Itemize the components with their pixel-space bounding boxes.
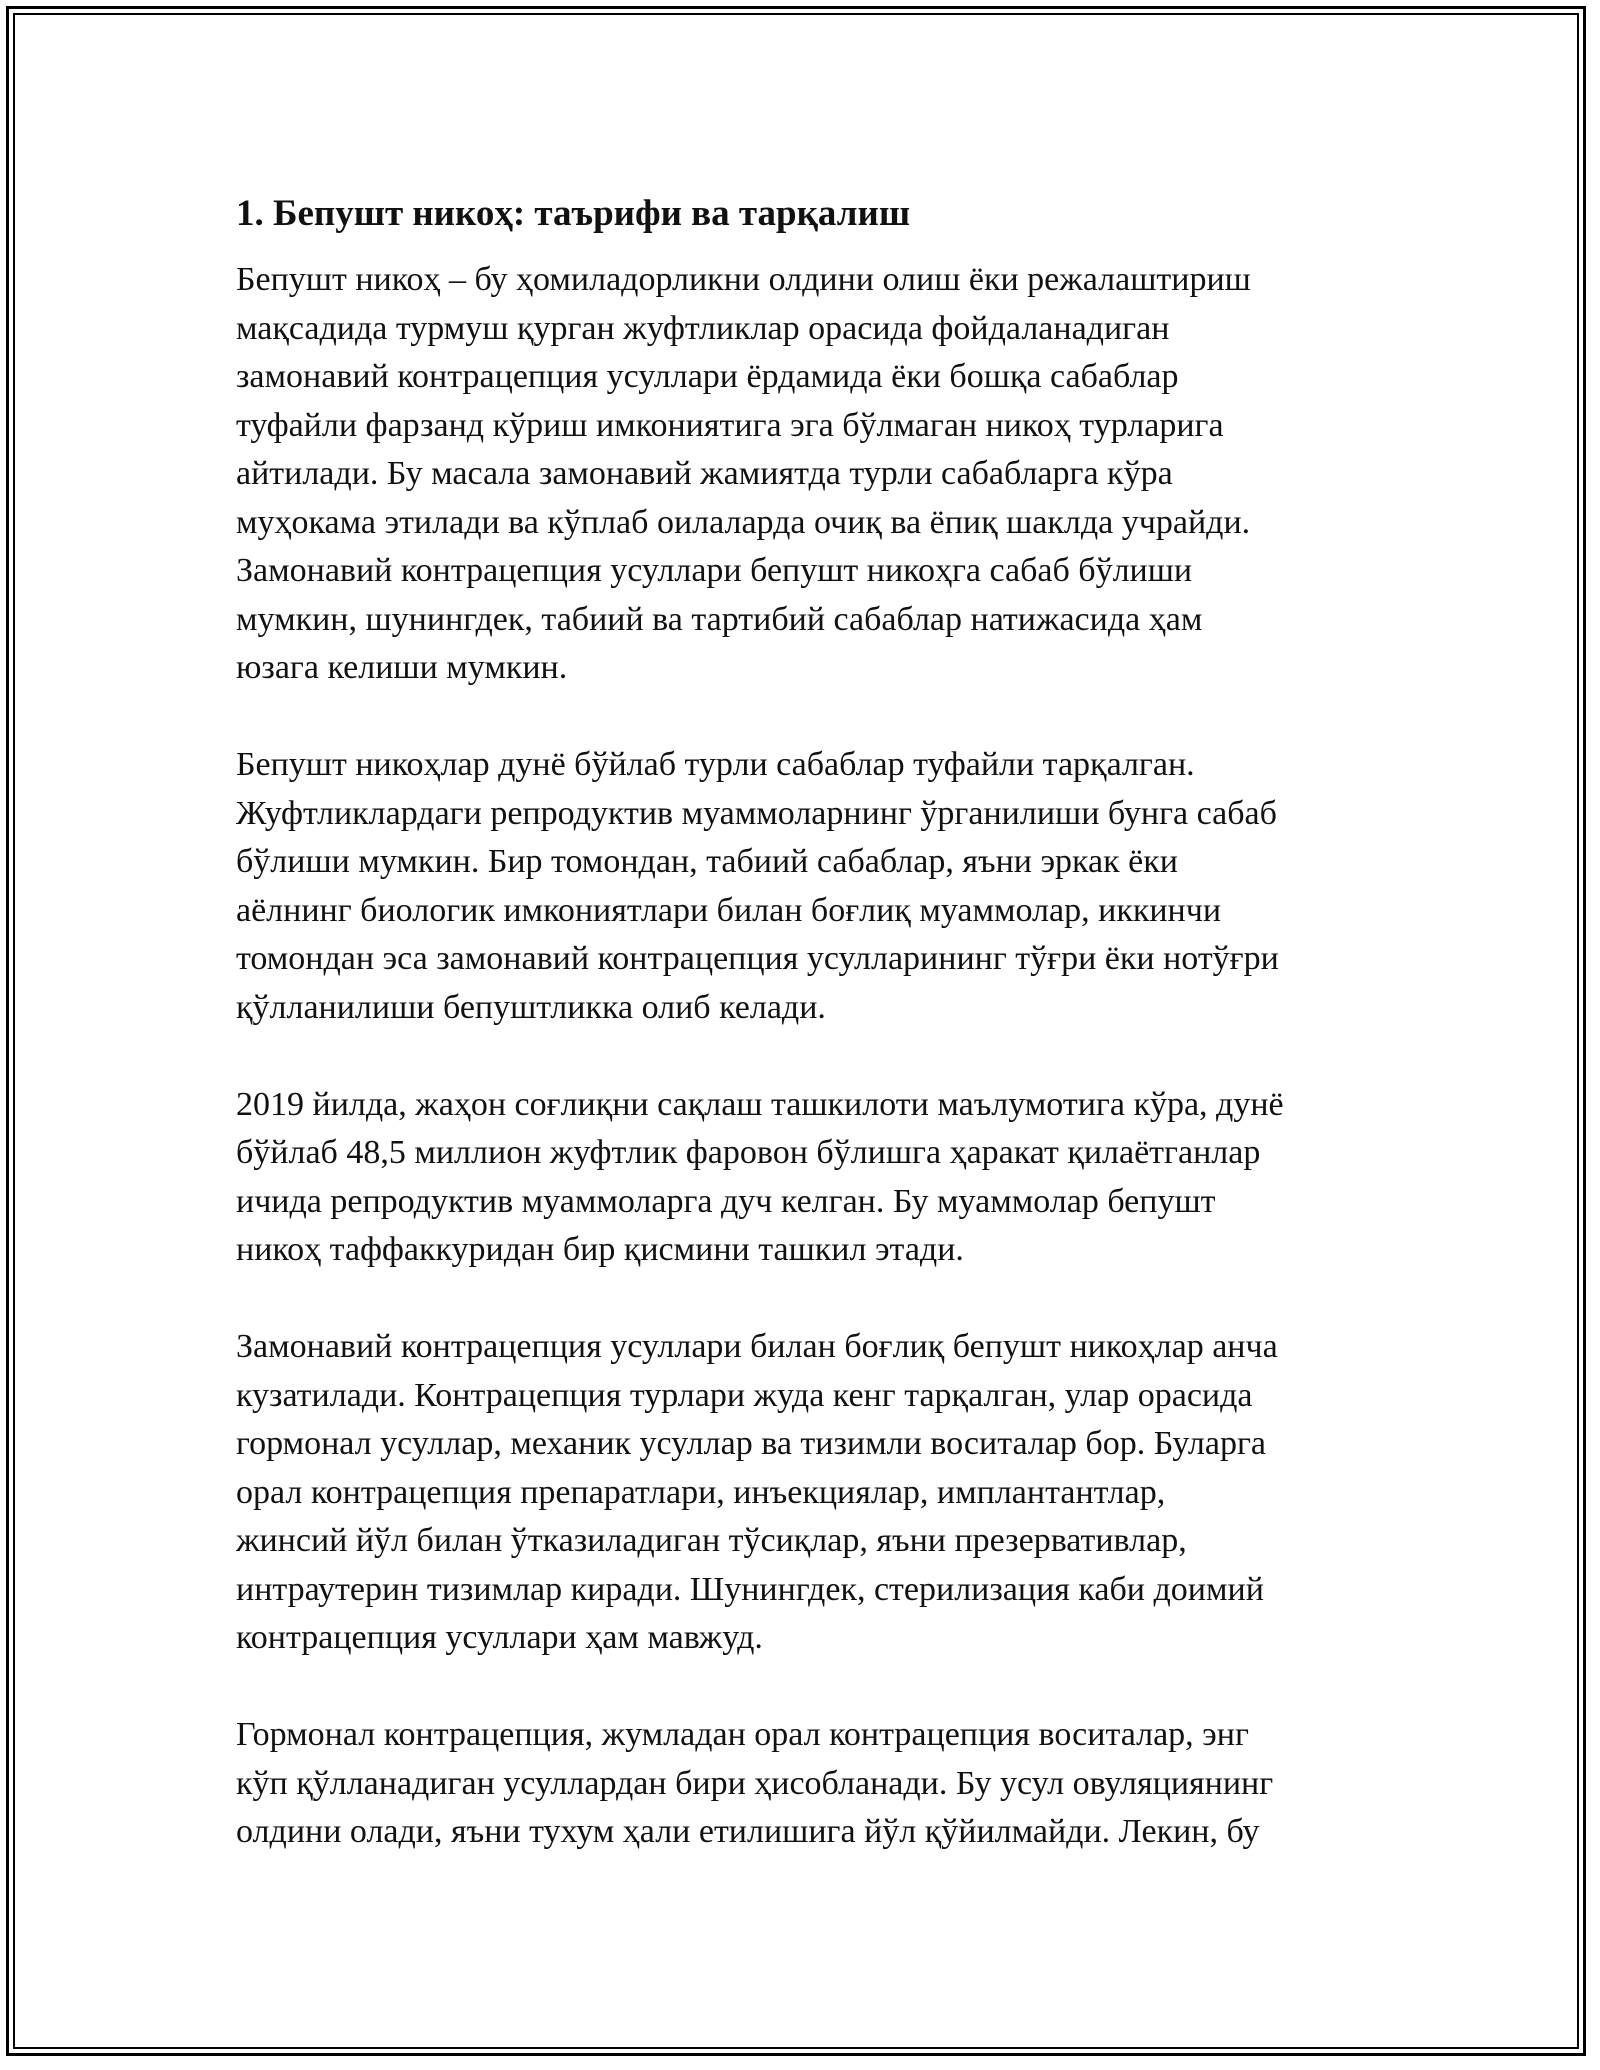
paragraph-hormonal bbox=[236, 1711, 1376, 1857]
text-line: бўлиши мумкин. Бир томондан, табиий сабаблар, яъни эркак ёки bbox=[236, 843, 1178, 880]
text-line: контрацепция усуллари ҳам мавжуд. bbox=[236, 1619, 763, 1656]
paragraph-contraception-methods bbox=[236, 1323, 1376, 1663]
paragraph-spread bbox=[236, 741, 1376, 1032]
text-line: кўп қўлланадиган усуллардан бири ҳисобланади. Бу усул овуляциянинг bbox=[236, 1764, 1274, 1802]
text-line: айтилади. Бу масала замонавий жамиятда турли сабабларга кўра bbox=[236, 455, 1173, 492]
text-line: никоҳ таффаккуридан бир қисмини ташкил этади. bbox=[236, 1231, 964, 1268]
text-line: 2019 йилда, жаҳон соғлиқни сақлаш ташкилоти маълумотига кўра, дунё bbox=[236, 1085, 1284, 1123]
text-line: ичида репродуктив муаммоларга дуч келган. Бу муаммолар бепушт bbox=[236, 1182, 1216, 1220]
paragraph-definition bbox=[236, 256, 1376, 693]
text-line: Замонавий контрацепция усуллари билан боғлиқ бепушт никоҳлар анча bbox=[236, 1328, 1278, 1365]
text-line: орал контрацепция препаратлари, инъекциялар, имплантантлар, bbox=[236, 1473, 1166, 1511]
text-line: Жуфтликлардаги репродуктив муаммоларнинг ўрганилиши бунга сабаб bbox=[236, 794, 1277, 832]
text-line: олдини олади, яъни тухум ҳали етилишига йўл қўйилмайди. Лекин, бу bbox=[236, 1813, 1260, 1850]
section-heading: 1. Бепушт никоҳ: таърифи ва тарқалиш bbox=[236, 193, 911, 234]
text-line: мақсадида турмуш қурган жуфтликлар орасида фойдаланадиган bbox=[236, 309, 1170, 347]
text-line: Замонавий контрацепция усуллари бепушт никоҳга сабаб бўлиши bbox=[236, 552, 1193, 589]
text-line: аёлнинг биологик имкониятлари билан боғлиқ муаммолар, иккинчи bbox=[236, 891, 1222, 929]
document-body bbox=[236, 190, 1376, 1905]
text-line: жинсий йўл билан ўтказиладиган тўсиқлар, яъни презервативлар, bbox=[236, 1522, 1187, 1559]
text-line: гормонал усуллар, механик усуллар ва тизимли воситалар бор. Буларга bbox=[236, 1425, 1267, 1462]
text-line: кузатилади. Контрацепция турлари жуда кенг тарқалган, улар орасида bbox=[236, 1376, 1253, 1414]
text-line: Бепушт никоҳлар дунё бўйлаб турли сабаблар туфайли тарқалган. bbox=[236, 746, 1195, 783]
text-line: интраутерин тизимлар киради. Шунингдек, стерилизация каби доимий bbox=[236, 1570, 1264, 1608]
text-line: муҳокама этилади ва кўплаб оилаларда очиқ ва ёпиқ шаклда учрайди. bbox=[236, 503, 1251, 541]
text-line: бўйлаб 48,5 миллион жуфтлик фаровон бўлишга ҳаракат қилаётганлар bbox=[236, 1134, 1261, 1171]
text-line: Бепушт никоҳ – бу ҳомиладорликни олдини олиш ёки режалаштириш bbox=[236, 261, 1251, 298]
text-line: томондан эса замонавий контрацепция усулларининг тўғри ёки нотўғри bbox=[236, 940, 1279, 977]
text-line: туфайли фарзанд кўриш имкониятига эга бўлмаган никоҳ турларига bbox=[236, 406, 1224, 444]
text-line: қўлланилиши бепуштликка олиб келади. bbox=[236, 988, 826, 1026]
text-line: мумкин, шунингдек, табиий ва тартибий сабаблар натижасида ҳам bbox=[236, 600, 1203, 638]
text-line: юзага келиши мумкин. bbox=[236, 649, 568, 686]
text-line: Гормонал контрацепция, жумладан орал контрацепция воситалар, энг bbox=[236, 1716, 1249, 1753]
paragraph-statistics bbox=[236, 1081, 1376, 1275]
text-line: замонавий контрацепция усуллари ёрдамида ёки бошқа сабаблар bbox=[236, 358, 1179, 395]
